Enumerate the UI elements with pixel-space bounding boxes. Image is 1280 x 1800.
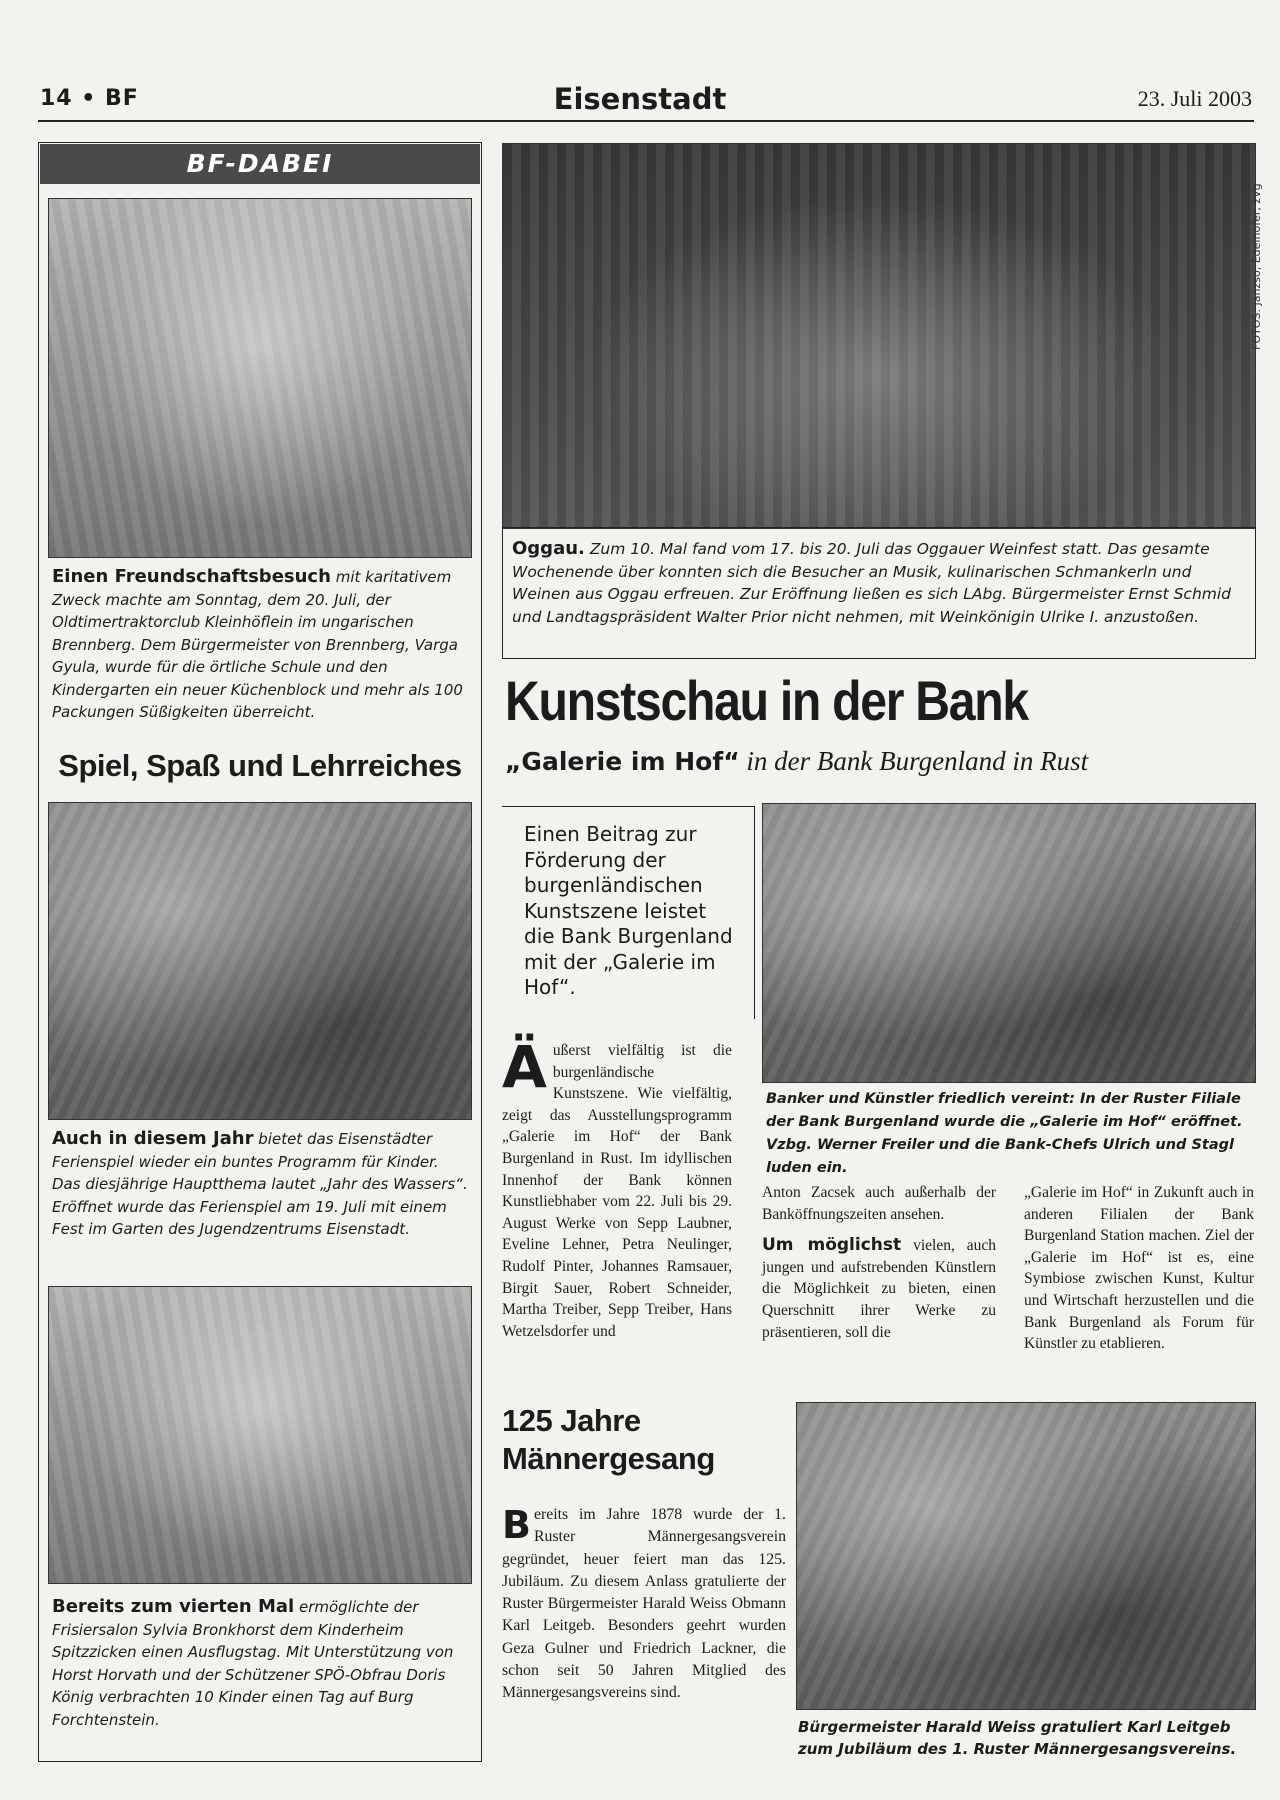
children-group-photo <box>48 1286 472 1584</box>
sidebar-caption-1-lead: Einen Freundschaftsbesuch <box>52 566 331 587</box>
page-number-value: 14 <box>40 86 73 111</box>
choir-photo-caption: Bürgermeister Harald Weiss gratuliert Karl Leitgeb zum Jubiläum des 1. Ruster Männergesangsvereins. <box>798 1718 1237 1758</box>
issue-date: 23. Juli 2003 <box>1137 86 1252 111</box>
choir-headline-line-2: Männergesang <box>502 1441 715 1476</box>
sidebar-caption-1 <box>52 566 468 724</box>
sidebar-caption-3 <box>52 1596 468 1731</box>
header-rule <box>38 120 1254 122</box>
ferienspiel-photo <box>48 802 472 1120</box>
gallery-photo <box>762 803 1256 1083</box>
photo-credit: FOTOS: Janzso, Edelhofer, zVg <box>1250 183 1263 350</box>
article-col-1 <box>502 1033 732 1342</box>
article-col-3-text: „Galerie im Hof“ in Zukunft auch in anderen Filialen der Bank Burgenland Station machen. Ziel der „Galerie im Hof“ ist es, eine Symbiose zwischen Kunst, Kultur und Wirtschaft herzustellen und die Bank Burgenland als Forum für Künstler zu etablieren. <box>1024 1184 1254 1353</box>
article-col-2 <box>762 1182 996 1343</box>
choir-headline-line-1: 125 Jahre <box>502 1403 641 1438</box>
sidebar-caption-3-lead: Bereits zum vierten Mal <box>52 1596 295 1617</box>
article-headline: Kunstschau in der Bank <box>505 669 1028 732</box>
article-intro: Einen Beitrag zur Förderung der burgenländischen Kunstszene leistet die Bank Burgenland mit der „Galerie im Hof“. <box>524 822 733 999</box>
gallery-photo-caption: Banker und Künstler friedlich vereint: In der Ruster Filiale der Bank Burgenland wurde die „Galerie im Hof“ eröffnet. Vzbg. Werner Freiler und die Bank-Chefs Ulrich und Stagl luden ein. <box>766 1091 1243 1176</box>
sidebar-caption-3-text: ermöglichte der Frisiersalon Sylvia Bronkhorst dem Kinderheim Spitzzicken einen Ausflugstag. Mit Unterstützung von Horst Horvath und der Schützener SPÖ-Obfrau Doris König verbrachten 10 Kinder einen Tag auf Burg Forchtenstein. <box>52 1598 454 1729</box>
article-subhead-rest: in der Bank Burgenland in Rust <box>746 746 1089 776</box>
sidebar-banner-text: BF-DABEI <box>186 149 334 178</box>
article-subhead-quote: „Galerie im Hof“ <box>505 747 740 776</box>
paper-name: BF <box>105 86 139 111</box>
sidebar-caption-1-text: mit karitativem Zweck machte am Sonntag, dem 20. Juli, der Oldtimertraktorclub Kleinhöflein im ungarischen Brennberg. Dem Bürgermeister von Brennberg, Varga Gyula, wurde für die örtliche Schule und den Kindergarten ein neuer Küchenblock und mehr als 100 Packungen Süßigkeiten überreicht. <box>52 568 463 721</box>
choir-photo <box>796 1402 1256 1710</box>
sidebar-heading-2: Spiel, Spaß und Lehrreiches <box>58 748 462 783</box>
article-col-2-text-b: vielen, auch jungen und aufstrebenden Künstlern die Möglichkeit zu bieten, einen Querschnitt ihrer Werke zu präsentieren, soll die <box>762 1237 997 1341</box>
article-col-3 <box>1024 1182 1254 1355</box>
weinfest-caption-text: Zum 10. Mal fand vom 17. bis 20. Juli das Oggauer Weinfest statt. Das gesamte Wochenende über konnten sich die Besucher an Musik, kulinarischen Schmankerln und Weinen aus Oggau erfreuen. Zur Eröffnung ließen es sich LAbg. Bürgermeister Ernst Schmid und Landtagspräsident Walter Prior nicht nehmen, mit Weinkönigin Ulrike I. anzustoßen. <box>512 540 1232 626</box>
article-col-1-text: ußerst vielfältig ist die burgenländische Kunstszene. Wie vielfältig, zeigt das Ausstellungsprogramm „Galerie im Hof“ der Bank Burgenland in Rust. Im idyllischen Innenhof der Bank können Kunstliebhaber vom 22. Juli bis 29. August Werke von Sepp Laubner, Eveline Lehner, Petra Neulinger, Rudolf Pinter, Johannes Ramsauer, Birgit Sauer, Robert Schneider, Martha Treiber, Sepp Treiber, Hans Wetzelsdorfer und <box>502 1042 732 1340</box>
sidebar-caption-2-text: bietet das Eisenstädter Ferienspiel wieder ein buntes Programm für Kinder. Das diesjährige Hauptthema lautet „Jahr des Wassers“. Eröffnet wurde das Ferienspiel am 19. Juli mit einem Fest im Garten des Jugendzentrums Eisenstadt. <box>52 1130 468 1238</box>
sidebar-caption-2-lead: Auch in diesem Jahr <box>52 1128 254 1149</box>
article-dropcap: Ä <box>502 1033 547 1101</box>
article-col-2-text-a: Anton Zacsek auch außerhalb der Banköffnungszeiten ansehen. <box>762 1184 996 1223</box>
header-dot: • <box>81 86 97 111</box>
article-col-2-subhead: Um möglichst <box>762 1235 902 1256</box>
sidebar-banner <box>40 144 480 184</box>
choir-headline <box>502 1402 715 1478</box>
tractor-photo <box>48 198 472 558</box>
weinfest-photo <box>502 143 1256 529</box>
article-subhead <box>505 746 1088 777</box>
choir-text-body: ereits im Jahre 1878 wurde der 1. Ruster Männergesangsverein gegründet, heuer feiert man das 125. Jubiläum. Zu diesem Anlass gratulierte der Ruster Bürgermeister Harald Weiss Obmann Karl Leitgeb. Besonders geehrt wurden Geza Gulner und Friedrich Lackner, die schon seit 50 Jahren Mitglied des Männergesangsvereins sind. <box>502 1506 786 1702</box>
sidebar-caption-2 <box>52 1128 468 1241</box>
weinfest-caption <box>512 538 1248 628</box>
weinfest-caption-lead: Oggau. <box>512 538 585 559</box>
choir-text <box>502 1504 786 1705</box>
section-title: Eisenstadt <box>553 82 727 116</box>
choir-dropcap: B <box>502 1503 531 1547</box>
